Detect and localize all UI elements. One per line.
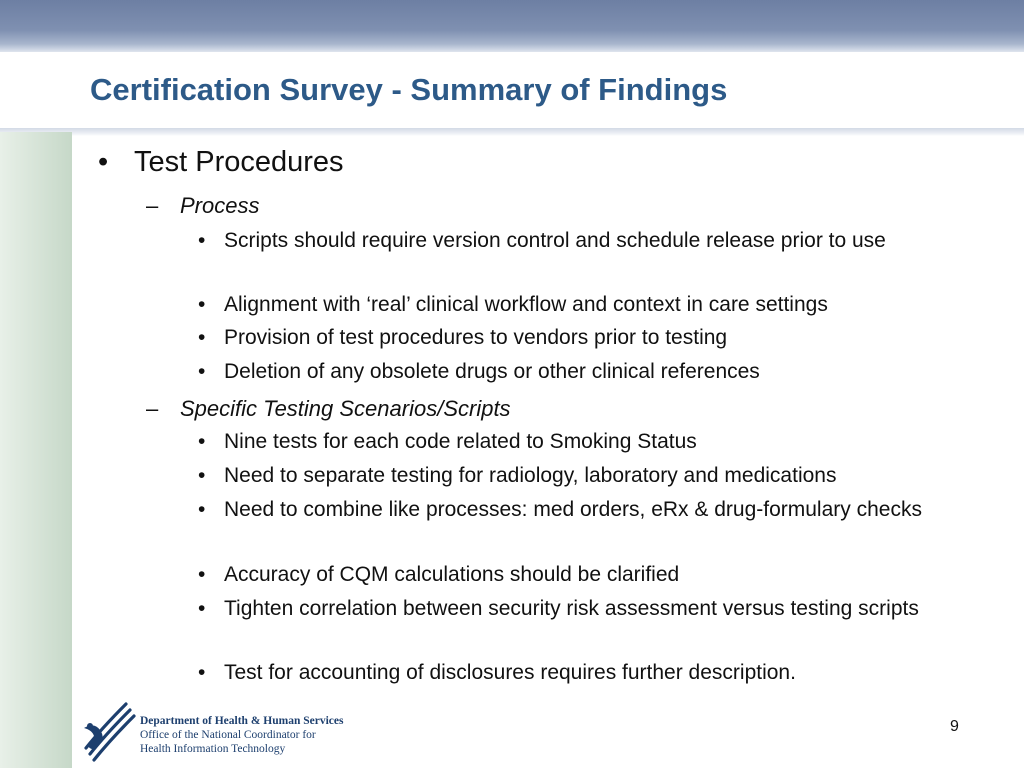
bullet-marker: • <box>198 563 206 586</box>
list-item: • Accuracy of CQM calculations should be clarified <box>224 559 1004 591</box>
list-item: • Provision of test procedures to vendors prior to testing <box>224 322 1004 354</box>
left-decorative-band <box>0 132 72 768</box>
bullet-marker: • <box>198 661 206 684</box>
bullet-marker: • <box>198 597 206 620</box>
slide-title: Certification Survey - Summary of Findings <box>90 72 728 107</box>
heading-text: Test Procedures <box>134 146 344 178</box>
list-item: • Alignment with ‘real’ clinical workflow and context in care settings <box>224 289 1004 321</box>
hhs-eagle-icon <box>80 698 138 764</box>
section-label: – Process <box>146 193 260 218</box>
bullet-marker: • <box>198 498 206 521</box>
department-text: Department of Health & Human Services Office of the National Coordinator for Health Information Technology <box>140 715 344 755</box>
bullet-marker: • <box>198 293 206 316</box>
bullet-marker: • <box>198 430 206 453</box>
list-item: • Test for accounting of disclosures requires further description. <box>224 657 1004 689</box>
hhs-logo <box>76 694 346 768</box>
title-divider <box>0 128 1024 136</box>
dash-marker: – <box>146 193 159 218</box>
dash-marker: – <box>146 396 159 421</box>
bullet-marker: • <box>198 229 206 252</box>
top-band <box>0 0 1024 52</box>
bullet-marker: • <box>198 464 206 487</box>
list-item: • Tighten correlation between security risk assessment versus testing scripts <box>224 593 1004 625</box>
list-item: • Need to combine like processes: med orders, eRx & drug-formulary checks <box>224 494 1004 526</box>
section-label: – Specific Testing Scenarios/Scripts <box>146 396 511 421</box>
bullet-heading <box>98 146 344 179</box>
list-item: • Deletion of any obsolete drugs or other clinical references <box>224 356 1004 388</box>
bullet-marker: • <box>198 360 206 383</box>
list-item: • Need to separate testing for radiology, laboratory and medications <box>224 460 1004 492</box>
bullet-marker: • <box>98 146 109 178</box>
bullet-marker: • <box>198 326 206 349</box>
list-item: • Nine tests for each code related to Smoking Status <box>224 426 1004 458</box>
page-number: 9 <box>950 718 959 735</box>
list-item: • Scripts should require version control and schedule release prior to use <box>224 225 1004 257</box>
